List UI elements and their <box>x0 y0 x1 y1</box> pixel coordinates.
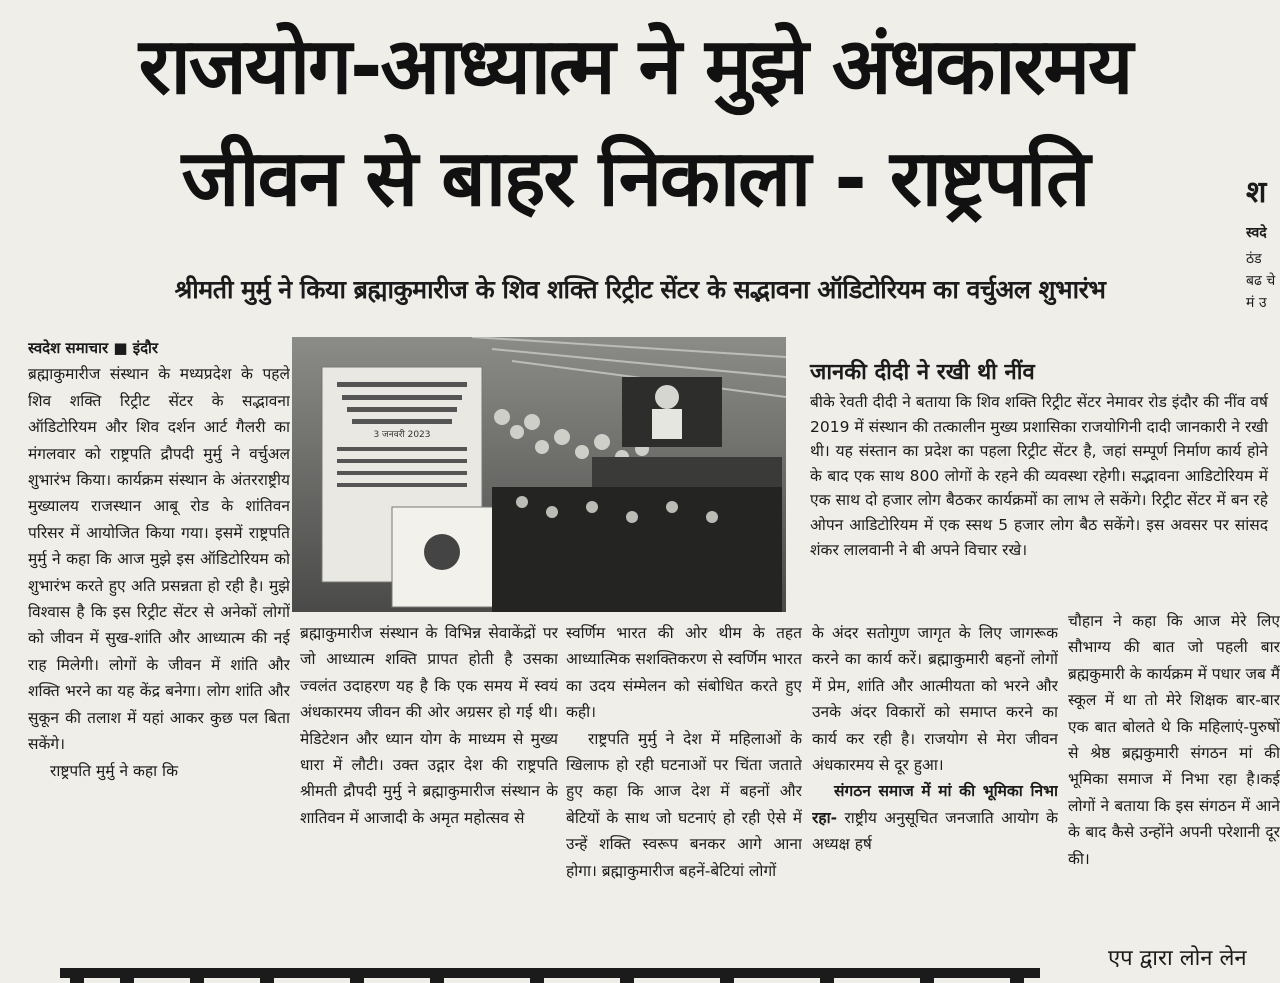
column4-paragraph-1: के अंदर सतोगुण जागृत के लिए जागरूक करने का कार्य करें। ब्रह्माकुमारी बहनों लोगों में प्रेम, शांति और आत्मीयता को भरने और उनके अंदर विकारों को समाप्त करने का कार्य कर रही है। राजयोग से मेरा जीवन अंधकारमय से दूर हुआ। <box>812 624 1058 775</box>
article-column-5 <box>1068 608 1280 928</box>
subheadline: श्रीमती मुर्मु ने किया ब्रह्माकुमारीज के शिव शक्ति रिट्रीट सेंटर के सद्भावना ऑडिटोरियम का वर्चुअल शुभारंभ <box>174 275 1106 304</box>
column4-paragraph-2 <box>812 778 1058 857</box>
article-column-4 <box>812 620 1058 935</box>
column1-paragraph-2: राष्ट्रपति मुर्मु ने कहा कि <box>50 761 178 780</box>
adjacent-text: ठंड बढ चे मं उ <box>1246 251 1276 311</box>
column3-paragraph-2: राष्ट्रपति मुर्मु ने देश में महिलाओं के खिलाफ हो रही घटनाओं पर चिंता जताते हुए कहा कि आज देश में बहनों और बेटियों के साथ जो घटनाएं हो रही ऐसे में उन्हें शक्ति स्वरूप बनकर आगे आना होगा। ब्रह्माकुमारीज बहनें-बेटियां लोगों <box>566 729 802 880</box>
column5-paragraph: चौहान ने कहा कि आज मेरे लिए सौभाग्य की बात जो पहली बार ब्रह्मकुमारी के कार्यक्रम में पधार जब मैं स्कूल में था तो मेरे शिक्षक बार-बार एक बात बोलते थे कि महिलाएं-पुरुषों से श्रेष्ठ ब्रह्मकुमारी संगठन मां की भूमिका समाज में निभा रहा है।कई लोगों ने बताया कि इस संगठन में आने के बाद कैसे उन्होंने अपनी परेशानी दूर की। <box>1068 612 1280 868</box>
article-column-3 <box>566 620 802 935</box>
column2-paragraph: ब्रह्माकुमारीज संस्थान के विभिन्न सेवाकेंद्रों पर जो आध्यात्म शक्ति प्रापत होती है उसका ज्वलंत उदाहरण यह है कि एक समय में स्वयं अंधकारमय जीवन की ओर अग्रसर हो गई थी। मेडिटेशन और ध्यान योग के माध्यम से मुख्य धारा में लौटी। उक्त उद्गार देश की राष्ट्रपति श्रीमती द्रौपदी मुर्मु ने ब्रह्माकुमारीज संस्थान के शातिवन में आजादी के अमृत महोत्सव से <box>300 624 558 827</box>
column1-paragraph-1: ब्रह्माकुमारीज संस्थान के मध्यप्रदेश के पहले शिव शक्ति रिट्रीट सेंटर के सद्भावना ऑडिटोरियम और शिव दर्शन आर्ट गैलरी का मंगलवार को राष्ट्रपति द्रौपदी मुर्मु ने वर्चुअल शुभारंभ किया। कार्यक्रम संस्थान के अंतरराष्ट्रीय मुख्यालय राजस्थान आबू रोड के शांतिवन परिसर में आयोजित किया गया। इसमें राष्ट्रपति मुर्मु ने कहा कि आज मुझे इस ऑडिटोरियम को शुभारंभ करते हुए अति प्रसन्नता हो रही है। मुझे विश्वास है कि इस रिट्रीट सेंटर से अनेकों लोगों को जीवन में सुख-शांति और आध्यात्म की नई राह मिलेगी। लोगों के जीवन में शांति और शक्ति भरने का यह केंद्र बनेगा। लोग शांति और सुकून की तलाश में यहां आकर कुछ पल बिता सकेंगे। <box>28 365 290 754</box>
article-column-2 <box>300 620 558 935</box>
article-column-1 <box>28 335 290 935</box>
plaque-date: 3 जनवरी 2023 <box>373 430 431 440</box>
cropped-headline-glyphs <box>60 958 1050 983</box>
column3-paragraph-1: स्वर्णिम भारत की ओर थीम के तहत आध्यात्मिक सशक्तिकरण से स्वर्णिम भारत का उदय संम्मेलन को संबोधित करते हुए कही। <box>566 624 802 722</box>
bottom-right-headline: एप द्वारा लोन लेन <box>1108 946 1247 971</box>
sidebox-article <box>810 356 1268 602</box>
bottom-next-article <box>0 940 1280 983</box>
column4-paragraph-2-text: राष्ट्रीय अनुसूचित जनजाति आयोग के अध्यक्ष हर्ष <box>812 808 1058 854</box>
dateline: स्वदेश समाचार ■ इंदौर <box>28 339 159 357</box>
adjacent-label: स्वदे <box>1246 225 1267 241</box>
event-photo-illustration <box>292 337 786 612</box>
adjacent-article-strip <box>1246 0 1280 400</box>
headline-line-2: जीवन से बाहर निकाला - राष्ट्रपति <box>181 134 1089 224</box>
event-photo <box>292 337 786 612</box>
adjacent-heading: श <box>1246 175 1267 210</box>
headline-line-1: राजयोग-आध्यात्म ने मुझे अंधकारमय <box>138 22 1132 112</box>
sidebox-body: बीके रेवती दीदी ने बताया कि शिव शक्ति रिट्रीट सेंटर नेमावर रोड इंदौर की नींव वर्ष 2019 में संस्थान की तत्कालीन मुख्य प्रशासिका राजयोगिनी दादी जानकारी ने रखी थी। यह संस्तान का प्रदेश का पहला रिट्रीट सेंटर है, जहां सम्पूर्ण निर्माण कार्य होने के बाद एक साथ 800 लोगों के रहने की व्यवस्था रहेगी। सद्भावना आडिटोरियम में एक साथ दो हजार लोग बैठकर कार्यक्रमों का लाभ ले सकेंगे। रिट्रीट सेंटर में बन रहे ओपन आडिटोरियम में एक स्सथ 5 हजार लोग बैठ सकेंगे। इस अवसर पर सांसद शंकर लालवानी ने बी अपने विचार रखे। <box>810 393 1268 559</box>
column4-subhead: संगठन समाज में मां की भूमिका निभा रहा- <box>812 782 1058 827</box>
sidebox-title: जानकी दीदी ने रखी थी नींव <box>810 360 1035 385</box>
bottom-headline-cropped <box>60 958 1050 983</box>
